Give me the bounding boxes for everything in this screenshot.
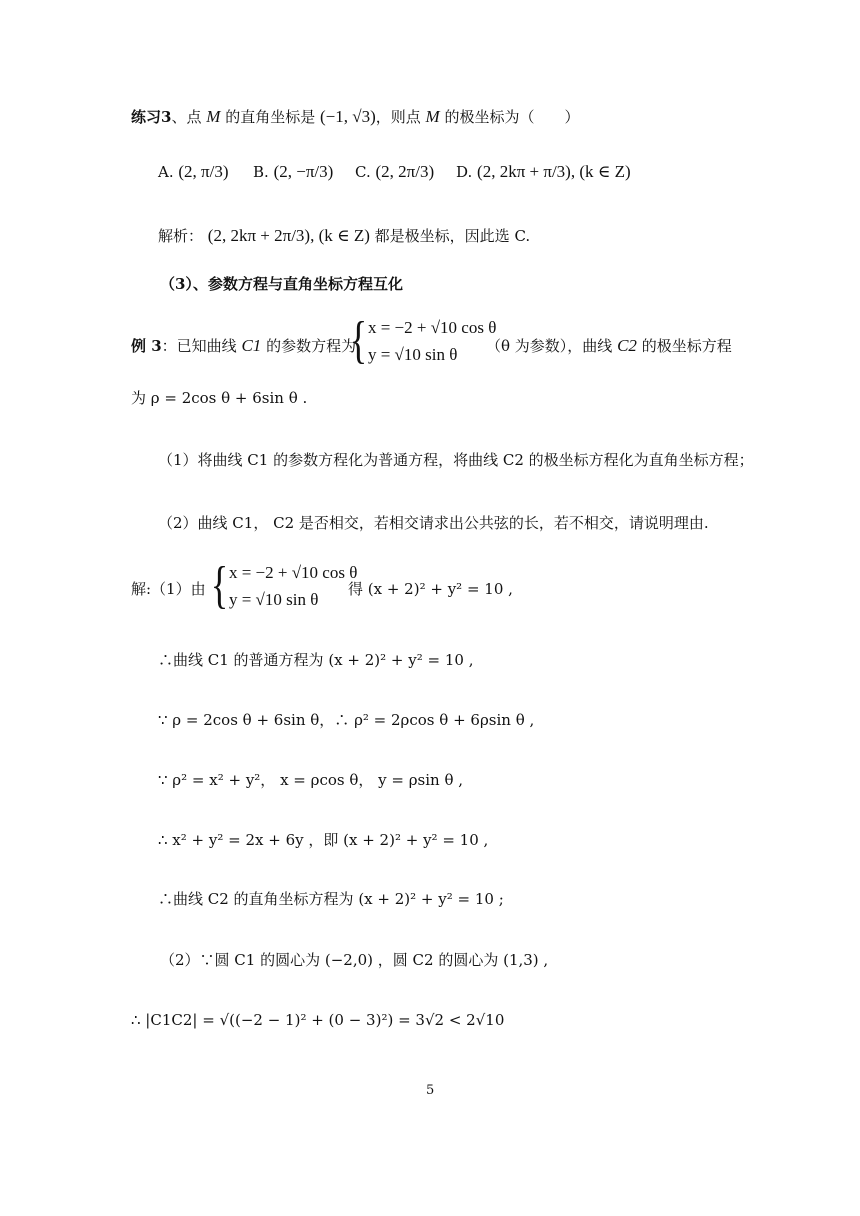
page-number: 5 bbox=[426, 1083, 435, 1098]
example-3-intro: 例 3：已知曲线 C1 的参数方程为 bbox=[131, 336, 357, 355]
exercise-label: 练习3 bbox=[131, 108, 172, 126]
example-3-tail: （θ 为参数），曲线 C2 的极坐标方程 bbox=[486, 336, 732, 355]
coordinate: (−1, √3) bbox=[319, 107, 376, 126]
option-d: D. (2, 2kπ + π/3), (k ∈ Z) bbox=[456, 162, 631, 181]
exercise-3-line: 练习3、点 M 的直角坐标是 (−1, √3)，则点 M 的极坐标为（ ） bbox=[131, 107, 580, 126]
solution-step-2: ∵ ρ = 2cos θ + 6sin θ，∴ ρ² = 2ρcos θ + 6ρsin θ , bbox=[158, 711, 535, 729]
analysis-line: 解析： (2, 2kπ + 2π/3), (k ∈ Z) 都是极坐标，因此选 C. bbox=[158, 226, 531, 245]
solution-label: 解:（1）由 bbox=[131, 580, 206, 598]
example-3-system: { x = −2 + √10 cos θ y = √10 sin θ bbox=[349, 312, 497, 369]
solution-result: 得 (x + 2)² + y² = 10 , bbox=[348, 580, 513, 598]
solution-step-4: ∴ x² + y² = 2x + 6y ，即 (x + 2)² + y² = 10 , bbox=[158, 831, 489, 849]
brace: { bbox=[349, 312, 368, 369]
solution-step-5: ∴曲线 C2 的直角坐标方程为 (x + 2)² + y² = 10 ; bbox=[158, 890, 504, 908]
solution-step-7: ∴ |C1C2| = √((−2 − 1)² + (0 − 3)²) = 3√2 < 2√10 bbox=[131, 1011, 505, 1029]
section-heading: （3）、参数方程与直角坐标方程互化 bbox=[160, 275, 403, 293]
question-1: （1）将曲线 C1 的参数方程化为普通方程，将曲线 C2 的极坐标方程化为直角坐标方程； bbox=[158, 451, 754, 469]
example-3-line2: 为 ρ = 2cos θ + 6sin θ . bbox=[131, 389, 308, 407]
solution-step-6: （2）∵圆 C1 的圆心为 (−2,0) ，圆 C2 的圆心为 (1,3) , bbox=[160, 951, 549, 969]
option-a: A. (2, π/3) bbox=[158, 162, 229, 181]
solution-step-3: ∵ ρ² = x² + y²， x = ρcos θ， y = ρsin θ , bbox=[158, 771, 464, 789]
option-c: C. (2, 2π/3) bbox=[355, 162, 435, 181]
brace: { bbox=[210, 557, 229, 614]
question-2: （2）曲线 C1， C2 是否相交，若相交请求出公共弦的长，若不相交，请说明理由. bbox=[158, 514, 709, 532]
solution-system: { x = −2 + √10 cos θ y = √10 sin θ bbox=[210, 557, 358, 614]
solution-step-1: ∴曲线 C1 的普通方程为 (x + 2)² + y² = 10 , bbox=[158, 651, 474, 669]
option-b: B. (2, −π/3) bbox=[253, 162, 334, 181]
